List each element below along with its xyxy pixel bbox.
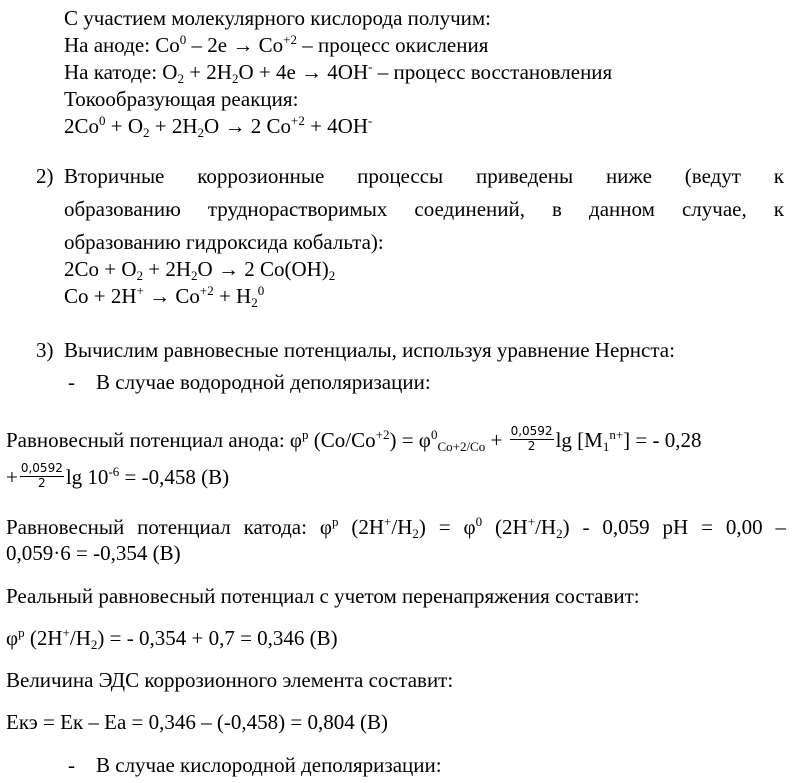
bullet-dash-2: -	[68, 753, 75, 777]
bullet-dash-1: -	[68, 370, 75, 394]
oxygen-depolarization-heading: В случае кислородной деполяризации:	[96, 753, 442, 777]
emf-equation: Екэ = Ек – Еа = 0,346 – (-0,458) = 0,804 (В)	[6, 710, 388, 734]
item3-text: Вычислим равновесные потенциалы, используя уравнение Нернста:	[64, 338, 675, 362]
intro-line-1: С участием молекулярного кислорода получим:	[64, 6, 492, 30]
anode-potential-line-2: + $\frac{0,0592}{2}$ $\lg 10^{-6} = -0,458$ (В)	[6, 461, 230, 490]
anode-reaction: На аноде: $Co^0 - 2e \to Co^{+2}$ – процесс окисления	[64, 32, 489, 57]
secondary-equation-2: $Co + 2H^+ \to Co^{+2} + H_2^0$	[64, 283, 265, 310]
list-number-2: 2)	[36, 164, 54, 188]
current-forming-label: Токообразующая реакция:	[64, 87, 299, 111]
overall-reaction: $2Co^0 + O_2 + 2H_2O \to 2$ $Co^{+2} + 4OH^-$	[64, 113, 373, 140]
item2-text-line-3: образованию гидроксида кобальта):	[64, 230, 384, 254]
fraction: $\frac{0,0592}{2}$	[510, 424, 553, 453]
item2-text-line-2: образованию труднорастворимых соединений, в данном случае, к	[64, 197, 784, 221]
emf-text: Величина ЭДС коррозионного элемента составит:	[6, 668, 454, 692]
cathode-potential-line-2: 0,059·6 = -0,354 (В)	[6, 541, 181, 565]
cathode-reaction: На катоде: $O_2 + 2H_2O + 4e \to 4OH^-$ – процесс восстановления	[64, 59, 613, 86]
item2-text-line-1: Вторичные коррозионные процессы приведены ниже (ведут к	[64, 164, 784, 188]
anode-potential-line-1: Равновесный потенциал анода: $\varphi^р$ $(Co/Co^{+2}) = \varphi^0_{Co+2/Co}$ + $\frac{0,0592}{2}$ $\lg [M_1^{n+}]$ = - 0,28	[6, 424, 702, 455]
cathode-potential-line-1: Равновесный потенциал катода: $\varphi^р$ $(2H^+/H_2) = \varphi^0$ $(2H^+/H_2) - 0,059$ pH = 0,00 –	[6, 514, 786, 541]
secondary-equation-1: $2Co + O_2 + 2H_2O \to 2$ $Co(OH)_2$	[64, 257, 336, 283]
hydrogen-depolarization-heading: В случае водородной деполяризации:	[96, 370, 431, 394]
list-number-3: 3)	[36, 338, 54, 362]
real-potential-equation: $\varphi^р$ $(2H^+/H_2)$ = - 0,354 + 0,7 = 0,346 (В)	[6, 625, 338, 652]
real-potential-text: Реальный равновесный потенциал с учетом перенапряжения составит:	[6, 584, 640, 608]
fraction: $\frac{0,0592}{2}$	[20, 461, 63, 490]
